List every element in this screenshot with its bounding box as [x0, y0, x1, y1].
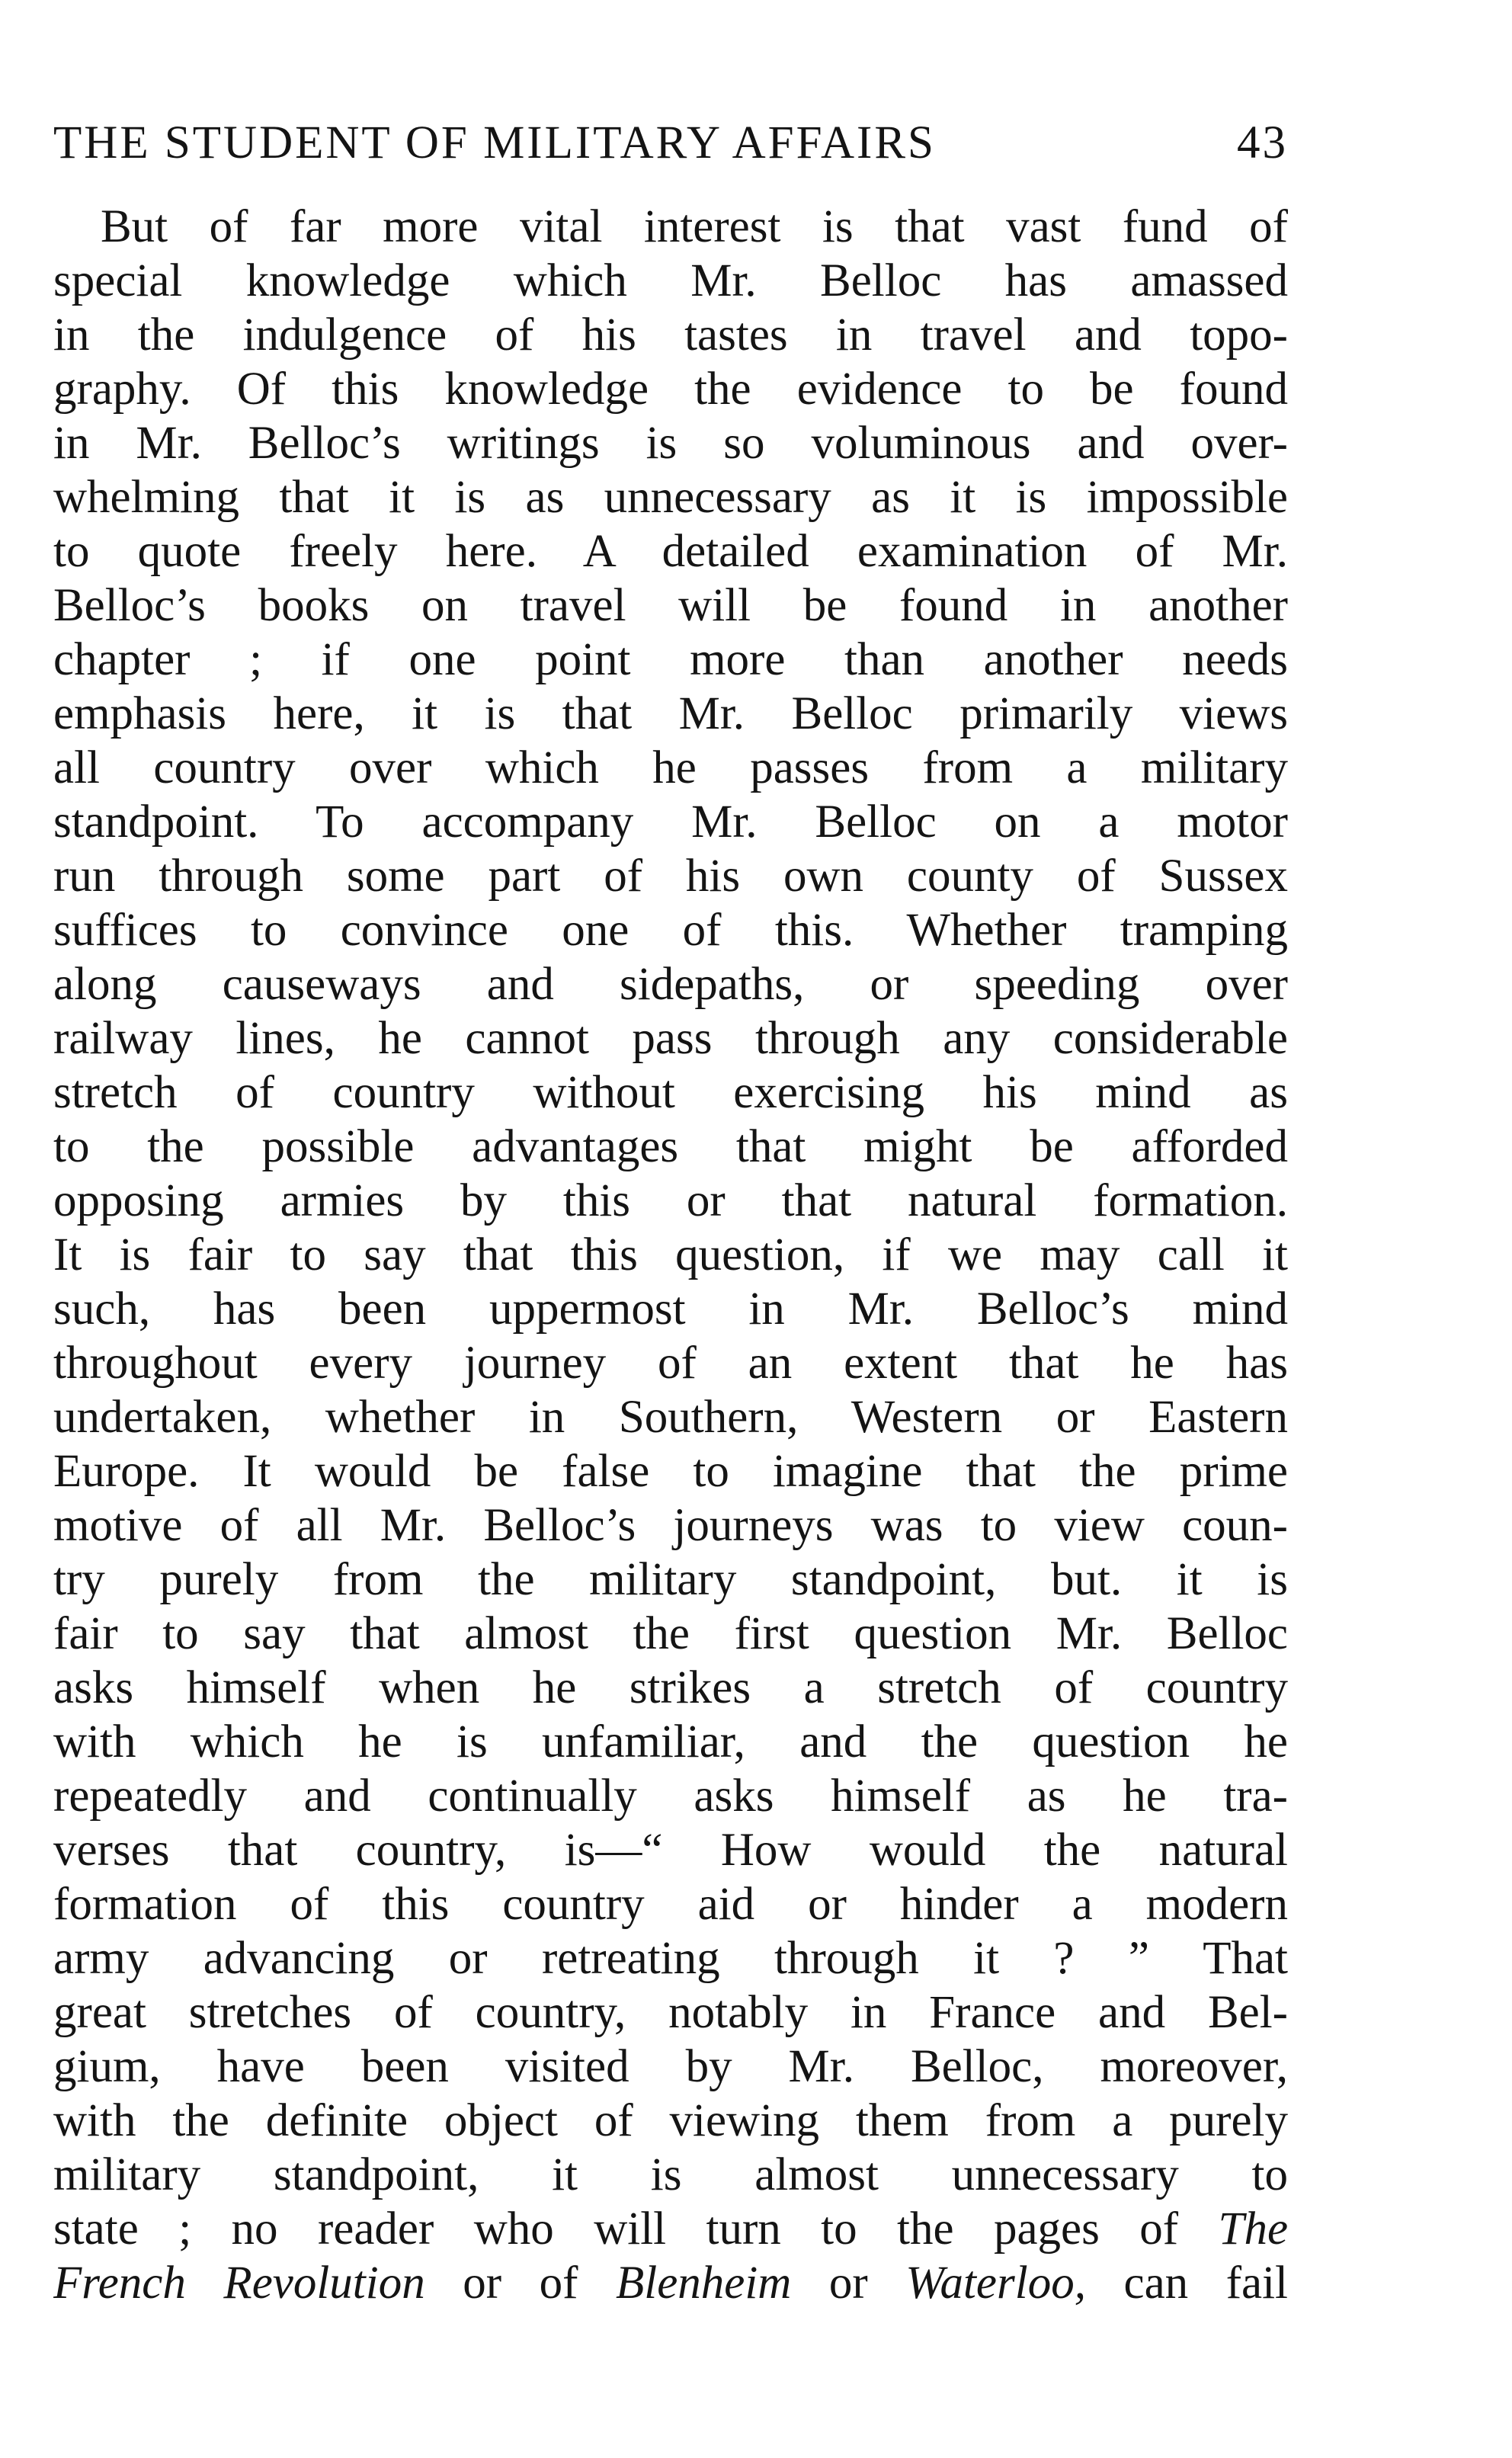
- text-line: stretch of country without exercising his mind as: [53, 1067, 1288, 1118]
- text-segment: or of: [424, 2258, 616, 2309]
- text-line: throughout every journey of an extent that he has: [53, 1338, 1288, 1389]
- text-line: Europe. It would be false to imagine that the prime: [53, 1446, 1288, 1497]
- book-title-italic: The: [1218, 2203, 1288, 2255]
- text-line: all country over which he passes from a military: [53, 742, 1288, 793]
- text-line: such, has been uppermost in Mr. Belloc’s mind: [53, 1283, 1288, 1335]
- text-line: great stretches of country, notably in France and Bel-: [53, 1987, 1288, 2038]
- text-segment: can fail: [1085, 2258, 1288, 2309]
- text-line: verses that country, is—“ How would the natural: [53, 1825, 1288, 1876]
- text-line: run through some part of his own county of Sussex: [53, 851, 1288, 902]
- text-line: standpoint. To accompany Mr. Belloc on a motor: [53, 796, 1288, 848]
- text-segment: or: [791, 2258, 906, 2309]
- text-line: whelming that it is as unnecessary as it is impossible: [53, 472, 1288, 523]
- text-line: motive of all Mr. Belloc’s journeys was to view coun-: [53, 1500, 1288, 1551]
- text-line: gium, have been visited by Mr. Belloc, moreover,: [53, 2041, 1288, 2092]
- page-number: 43: [1237, 117, 1288, 168]
- text-line: railway lines, he cannot pass through any considerable: [53, 1013, 1288, 1064]
- text-line: But of far more vital interest is that vast fund of: [101, 201, 1288, 252]
- text-line: in the indulgence of his tastes in travel and topo-: [53, 309, 1288, 361]
- text-line: in Mr. Belloc’s writings is so voluminous and over-: [53, 418, 1288, 469]
- text-line: to the possible advantages that might be afforded: [53, 1121, 1288, 1172]
- text-line: with the definite object of viewing them from a purely: [53, 2095, 1288, 2146]
- text-line: formation of this country aid or hinder a modern: [53, 1879, 1288, 1930]
- text-line: special knowledge which Mr. Belloc has amassed: [53, 255, 1288, 306]
- text-line: to quote freely here. A detailed examination of Mr.: [53, 526, 1288, 577]
- text-line-with-titles: [53, 2256, 1288, 2310]
- text-line: opposing armies by this or that natural formation.: [53, 1175, 1288, 1226]
- book-title-italic: Waterloo,: [905, 2258, 1086, 2309]
- text-line: It is fair to say that this question, if we may call it: [53, 1229, 1288, 1280]
- text-line: emphasis here, it is that Mr. Belloc primarily views: [53, 688, 1288, 739]
- text-line: along causeways and sidepaths, or speeding over: [53, 959, 1288, 1010]
- text-line: Belloc’s books on travel will be found in another: [53, 580, 1288, 631]
- text-line: military standpoint, it is almost unnecessary to: [53, 2149, 1288, 2200]
- text-line: try purely from the military standpoint, but. it is: [53, 1554, 1288, 1605]
- text-line: fair to say that almost the first question Mr. Belloc: [53, 1608, 1288, 1659]
- text-line: with which he is unfamiliar, and the question he: [53, 1716, 1288, 1767]
- text-line: undertaken, whether in Southern, Western or Eastern: [53, 1392, 1288, 1443]
- text-line-with-title: [53, 2202, 1288, 2256]
- text-segment: state ; no reader who will turn to the pages of: [53, 2203, 1179, 2255]
- body-paragraph: [53, 200, 1288, 2310]
- running-head: [53, 113, 1288, 174]
- text-line: suffices to convince one of this. Whether tramping: [53, 905, 1288, 956]
- text-line: army advancing or retreating through it ? ” That: [53, 1933, 1288, 1984]
- text-line: repeatedly and continually asks himself as he tra-: [53, 1771, 1288, 1822]
- text-line: asks himself when he strikes a stretch of country: [53, 1662, 1288, 1713]
- book-title-italic: Blenheim: [615, 2258, 792, 2309]
- book-title-italic: French Revolution: [53, 2258, 425, 2309]
- text-line: graphy. Of this knowledge the evidence to be found: [53, 364, 1288, 415]
- running-head-title: THE STUDENT OF MILITARY AFFAIRS: [53, 117, 936, 168]
- text-line: chapter ; if one point more than another needs: [53, 634, 1288, 685]
